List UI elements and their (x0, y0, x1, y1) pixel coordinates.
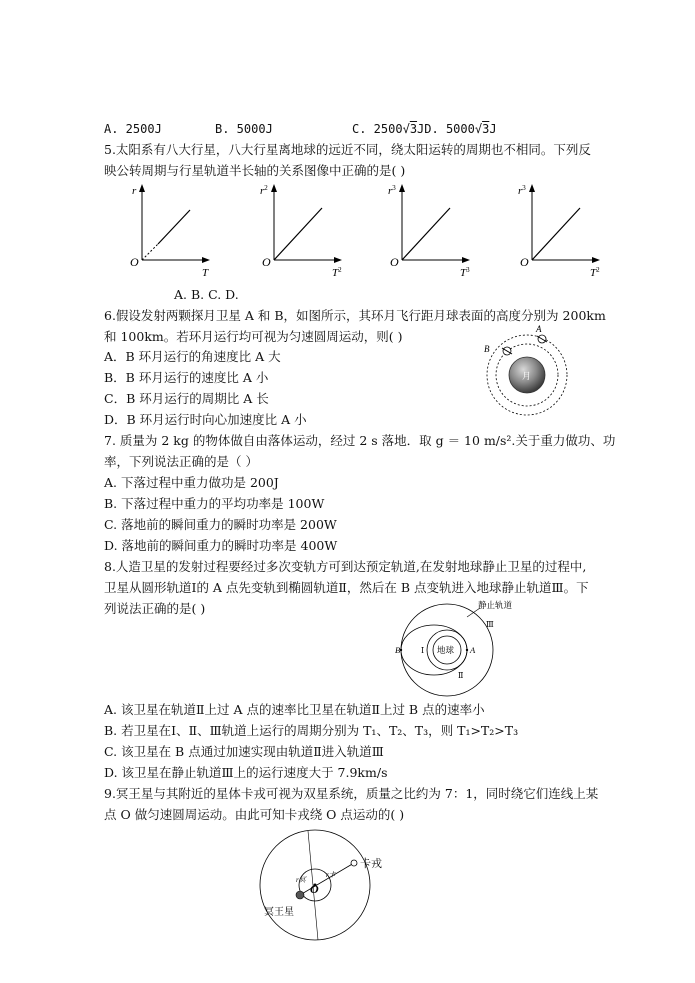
q5-d-xlabel: $T^2$ (590, 266, 600, 279)
q7-stem-line2: 率，下列说法正确的是（ ） (104, 454, 258, 469)
q7-option-b: B. 下落过程中重力的平均功率是 100W (104, 496, 325, 511)
q6-fig-label-b: B (484, 344, 490, 354)
q5-stem-line2: 映公转周期与行星轨道半长轴的关系图像中正确的是( ) (104, 163, 406, 178)
q9-stem-line2: 点 O 做匀速圆周运动。由此可知卡戎绕 O 点运动的( ) (104, 807, 405, 822)
q6-option-c: C．B 环月运行的周期比 A 长 (104, 391, 269, 406)
q8-orbit-figure (392, 600, 522, 700)
q5-graph-d (508, 182, 603, 277)
q9-binary-star-figure (250, 825, 390, 945)
q4-option-cd: C. 2500√3JD. 5000√3J (352, 122, 497, 136)
q8-point-b-label: B (395, 645, 401, 655)
q5-c-ylabel: $r^3$ (388, 184, 396, 197)
q9-stem-line1: 9.冥王星与其附近的星体卡戎可视为双星系统，质量之比约为 7：1，同时绕它们连线上某 (104, 786, 599, 801)
q8-orbit3-label: Ⅲ (486, 620, 494, 629)
q5-b-origin: O (262, 255, 271, 269)
q9-r-pluto-label: r冥 (296, 876, 306, 884)
q8-option-a: A. 该卫星在轨道Ⅱ上过 A 点的速率比卫星在轨道Ⅱ上过 B 点的速率小 (104, 702, 485, 717)
q7-option-a: A. 下落过程中重力做功是 200J (104, 475, 279, 490)
q5-a-ylabel: r (132, 185, 137, 197)
q8-stem-line1: 8.人造卫星的发射过程要经过多次变轨方可到达预定轨道,在发射地球静止卫星的过程中, (104, 559, 587, 574)
q9-pluto-label: 冥王星 (264, 907, 294, 918)
q6-option-a: A．B 环月运行的角速度比 A 大 (104, 349, 281, 364)
q5-d-ylabel: $r^3$ (518, 184, 526, 197)
q9-charon-label: 卡戎 (360, 858, 382, 870)
q8-static-orbit-label: 静止轨道 (478, 600, 513, 610)
q6-fig-label-a: A (536, 324, 542, 334)
q6-moon-orbit-figure (480, 322, 580, 422)
q6-stem-line1: 6.假设发射两颗探月卫星 A 和 B，如图所示，其环月飞行距月球表面的高度分别为 200km (104, 308, 606, 323)
q5-c-xlabel: $T^3$ (460, 266, 470, 279)
q5-stem-line1: 5.太阳系有八大行星，八大行星离地球的远近不同，绕太阳运转的周期也不相同。下列反 (104, 142, 591, 157)
q8-option-d: D. 该卫星在静止轨道Ⅲ上的运行速度大于 7.9km/s (104, 765, 388, 780)
q5-b-xlabel: $T^2$ (332, 266, 342, 279)
q6-option-b: B．B 环月运行的速度比 A 小 (104, 370, 269, 385)
q7-stem-line1: 7. 质量为 2 kg 的物体做自由落体运动，经过 2 s 落地．取 g ＝ 10 m/s².关于重力做功、功 (104, 433, 616, 448)
q9-center-label: O (310, 882, 319, 896)
q5-options: A. B. C. D. (174, 287, 239, 302)
q8-orbit1-label: Ⅰ (421, 646, 425, 655)
q8-stem-line3: 列说法正确的是( ) (104, 601, 206, 616)
q8-orbit2-label: Ⅱ (458, 671, 464, 680)
q4-option-b: B. 5000J (215, 122, 273, 136)
q8-earth-label: 地球 (437, 645, 455, 655)
q5-c-origin: O (390, 255, 399, 269)
q5-graph-a (118, 182, 213, 277)
q8-option-c: C. 该卫星在 B 点通过加速实现由轨道Ⅱ进入轨道Ⅲ (104, 744, 384, 759)
q4-option-a: A. 2500J (104, 122, 162, 136)
q8-stem-line2: 卫星从圆形轨道Ⅰ的 A 点先变轨到椭圆轨道Ⅱ，然后在 B 点变轨进入地球静止轨道Ⅲ。下 (104, 580, 589, 595)
q8-point-a-label: A (470, 645, 476, 655)
q7-option-c: C. 落地前的瞬间重力的瞬时功率是 200W (104, 517, 337, 532)
q8-option-b: B. 若卫星在Ⅰ、Ⅱ、Ⅲ轨道上运行的周期分别为 T₁、T₂、T₃，则 T₁>T₂>T₃ (104, 723, 519, 738)
q5-graph-b (250, 182, 345, 277)
q5-a-xlabel: T (202, 267, 209, 279)
q5-a-origin: O (130, 255, 139, 269)
q6-option-d: D．B 环月运行时向心加速度比 A 小 (104, 412, 307, 427)
q5-graph-c (378, 182, 473, 277)
q7-option-d: D. 落地前的瞬间重力的瞬时功率是 400W (104, 538, 338, 553)
q6-stem-line2: 和 100km。若环月运行均可视为匀速圆周运动，则( ) (104, 329, 403, 344)
q6-moon-label: 月 (522, 371, 532, 381)
q5-d-origin: O (520, 255, 529, 269)
q5-b-ylabel: $r^2$ (260, 184, 268, 197)
q9-r-charon-label: r卡 (326, 871, 336, 879)
